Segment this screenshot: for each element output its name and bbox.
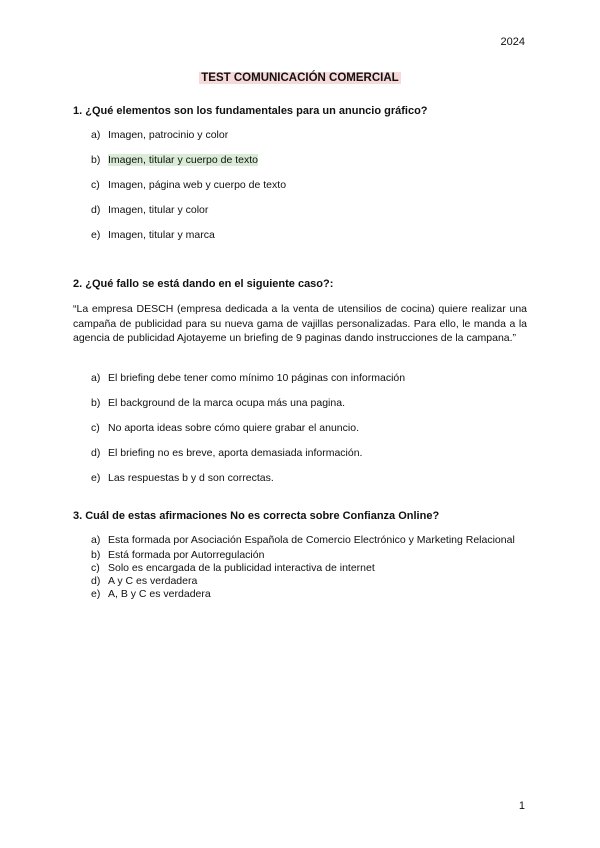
question-3-option-b: b) Está formada por Autorregulación (91, 548, 265, 561)
header-year: 2024 (500, 36, 525, 48)
question-2-case: “La empresa DESCH (empresa dedicada a la venta de utensilios de cocina) quiere realizar una campaña de publicidad para su nueva gama de vajillas personalizadas. Para ello, le manda a la agencia de publicidad Ajotayeme un briefing de 9 paginas dando instrucciones de la campana.” (73, 303, 527, 344)
question-2-options (91, 372, 405, 497)
question-1-option-a: a) Imagen, patrocinio y color (91, 129, 229, 141)
document-title-text: TEST COMUNICACIÓN COMERCIAL (201, 72, 399, 84)
question-2-option-a: a) El briefing debe tener como mínimo 10 páginas con información (91, 372, 406, 384)
question-1-options (91, 129, 286, 254)
question-1: 1. ¿Qué elementos son los fundamentales para un anuncio gráfico? (73, 105, 428, 117)
highlighted-answer: Imagen, titular y cuerpo de texto (108, 154, 258, 166)
question-3-option-d: d) A y C es verdadera (91, 574, 198, 587)
question-1-option-e: e) Imagen, titular y marca (91, 229, 215, 241)
question-2-option-e: e) Las respuestas b y d son correctas. (91, 472, 274, 484)
question-2-option-c: c) No aporta ideas sobre cómo quiere grabar el anuncio. (91, 422, 359, 434)
question-1-option-b: b) Imagen, titular y cuerpo de texto (91, 154, 258, 166)
question-3-option-e: e) A, B y C es verdadera (91, 587, 211, 600)
question-2-option-b: b) El background de la marca ocupa más una pagina. (91, 397, 345, 409)
document-title (0, 72, 600, 84)
question-1-option-c: c) Imagen, página web y cuerpo de texto (91, 179, 287, 191)
question-3-options (91, 534, 528, 601)
question-3-option-a: a) Esta formada por Asociación Española de Comercio Electrónico y Marketing Relacional (91, 534, 515, 546)
question-2: 2. ¿Qué fallo se está dando en el siguiente caso?: (73, 278, 334, 290)
question-1-option-d: d) Imagen, titular y color (91, 204, 209, 216)
page-number: 1 (518, 800, 525, 812)
question-3: 3. Cuál de estas afirmaciones No es correcta sobre Confianza Online? (73, 510, 440, 522)
question-2-option-d: d) El briefing no es breve, aporta demasiada información. (91, 447, 363, 459)
question-3-option-c: c) Solo es encargada de la publicidad interactiva de internet (91, 561, 375, 574)
